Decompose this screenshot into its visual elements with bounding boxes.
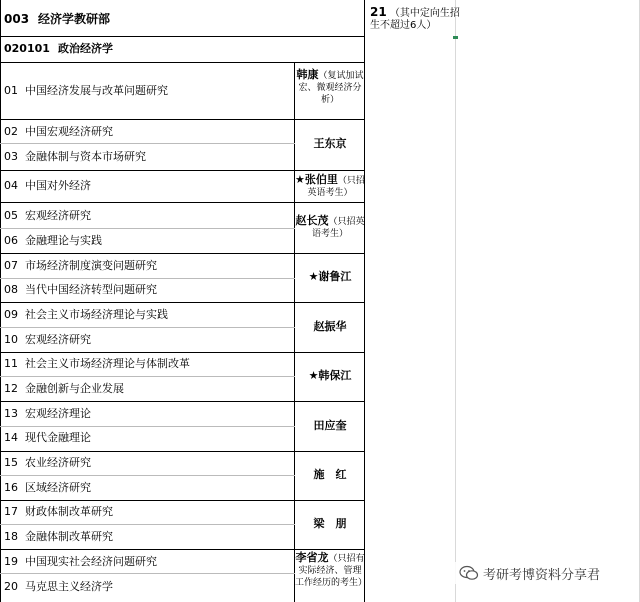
supervisor-name: ★韩保江 (308, 369, 352, 382)
row-border (0, 475, 295, 476)
direction-row: 13 宏观经济理论 (4, 407, 91, 420)
supervisor-cell (295, 420, 365, 433)
direction-row: 10 宏观经济研究 (4, 333, 91, 346)
supervisor-name: 王东京 (313, 137, 347, 150)
grid-line-right (455, 0, 456, 602)
supervisor-cell (295, 271, 365, 284)
row-border (0, 327, 295, 328)
wechat-icon (459, 565, 479, 581)
row-border (0, 170, 365, 171)
row-border (0, 451, 365, 452)
row-border (0, 376, 295, 377)
direction-row: 02 中国宏观经济研究 (4, 125, 113, 138)
supervisor-note: （只招英语考生） (307, 176, 365, 198)
cell-indicator (453, 36, 458, 39)
department-name: 经济学教研部 (38, 12, 111, 26)
direction-row: 18 金融体制改革研究 (4, 530, 113, 543)
row-border (0, 119, 365, 120)
direction-row: 20 马克思主义经济学 (4, 580, 113, 593)
supervisor-name: 赵振华 (313, 320, 347, 333)
major-code: 020101 (4, 42, 50, 55)
supervisor-name: 施 红 (313, 468, 347, 481)
direction-row: 16 区域经济研究 (4, 481, 91, 494)
row-border (0, 228, 295, 229)
supervisor-note: （复试加试宏、微观经济分析） (298, 71, 364, 105)
watermark (455, 562, 604, 584)
direction-row: 17 财政体制改革研究 (4, 505, 113, 518)
supervisor-cell (295, 551, 368, 589)
direction-row: 12 金融创新与企业发展 (4, 382, 124, 395)
supervisor-cell (295, 138, 365, 151)
direction-row: 06 金融理论与实践 (4, 234, 102, 247)
row-border (0, 352, 365, 353)
supervisor-name: 李省龙 (295, 551, 329, 564)
direction-row: 15 农业经济研究 (4, 456, 91, 469)
row-border (0, 202, 365, 203)
direction-row: 14 现代金融理论 (4, 431, 91, 444)
row-border (0, 426, 295, 427)
direction-row: 11 社会主义市场经济理论与体制改革 (4, 357, 190, 370)
row-border (0, 524, 295, 525)
row-border (0, 401, 365, 402)
border-left (0, 0, 1, 602)
quota-number: 21 (370, 5, 387, 19)
row-border (0, 143, 295, 144)
row-border (0, 573, 295, 574)
supervisor-name: ★谢鲁江 (308, 270, 352, 283)
row-border (0, 500, 365, 501)
row-border (0, 278, 295, 279)
watermark-text: 考研考博资料分享君 (483, 567, 601, 583)
supervisor-name: 田应奎 (313, 419, 347, 432)
supervisor-name: 赵长茂 (295, 214, 329, 227)
border-header-right (364, 0, 365, 62)
supervisor-note: （只招英语考生） (311, 217, 365, 239)
row-border (0, 549, 365, 550)
supervisor-cell (295, 518, 365, 531)
direction-row: 03 金融体制与资本市场研究 (4, 150, 146, 163)
supervisor-cell (295, 69, 365, 106)
direction-row: 07 市场经济制度演变问题研究 (4, 259, 157, 272)
row-border (0, 36, 365, 37)
direction-row: 08 当代中国经济转型问题研究 (4, 283, 157, 296)
major-name: 政治经济学 (58, 42, 113, 55)
supervisor-name: 韩康 (296, 68, 319, 81)
department-code: 003 (4, 12, 30, 26)
supervisor-name: ★张伯里 (295, 173, 338, 186)
row-border (0, 253, 365, 254)
enrollment-quota (370, 6, 460, 32)
supervisor-cell (295, 469, 365, 482)
direction-row: 09 社会主义市场经济理论与实践 (4, 308, 168, 321)
supervisor-cell (295, 215, 365, 240)
row-border (0, 302, 365, 303)
supervisor-name: 梁 朋 (313, 517, 347, 530)
row-border (0, 62, 365, 63)
supervisor-cell (295, 370, 365, 383)
quota-note: （其中定向生招生不超过6人） (370, 8, 460, 31)
direction-row: 05 宏观经济研究 (4, 209, 91, 222)
supervisor-note: （只招有实际经济、管理工作经历的考生） (295, 554, 368, 588)
supervisor-cell (295, 321, 365, 334)
direction-row: 04 中国对外经济 (4, 179, 91, 192)
direction-row: 01 中国经济发展与改革问题研究 (4, 84, 168, 97)
supervisor-cell (295, 174, 365, 199)
direction-row: 19 中国现实社会经济问题研究 (4, 555, 157, 568)
